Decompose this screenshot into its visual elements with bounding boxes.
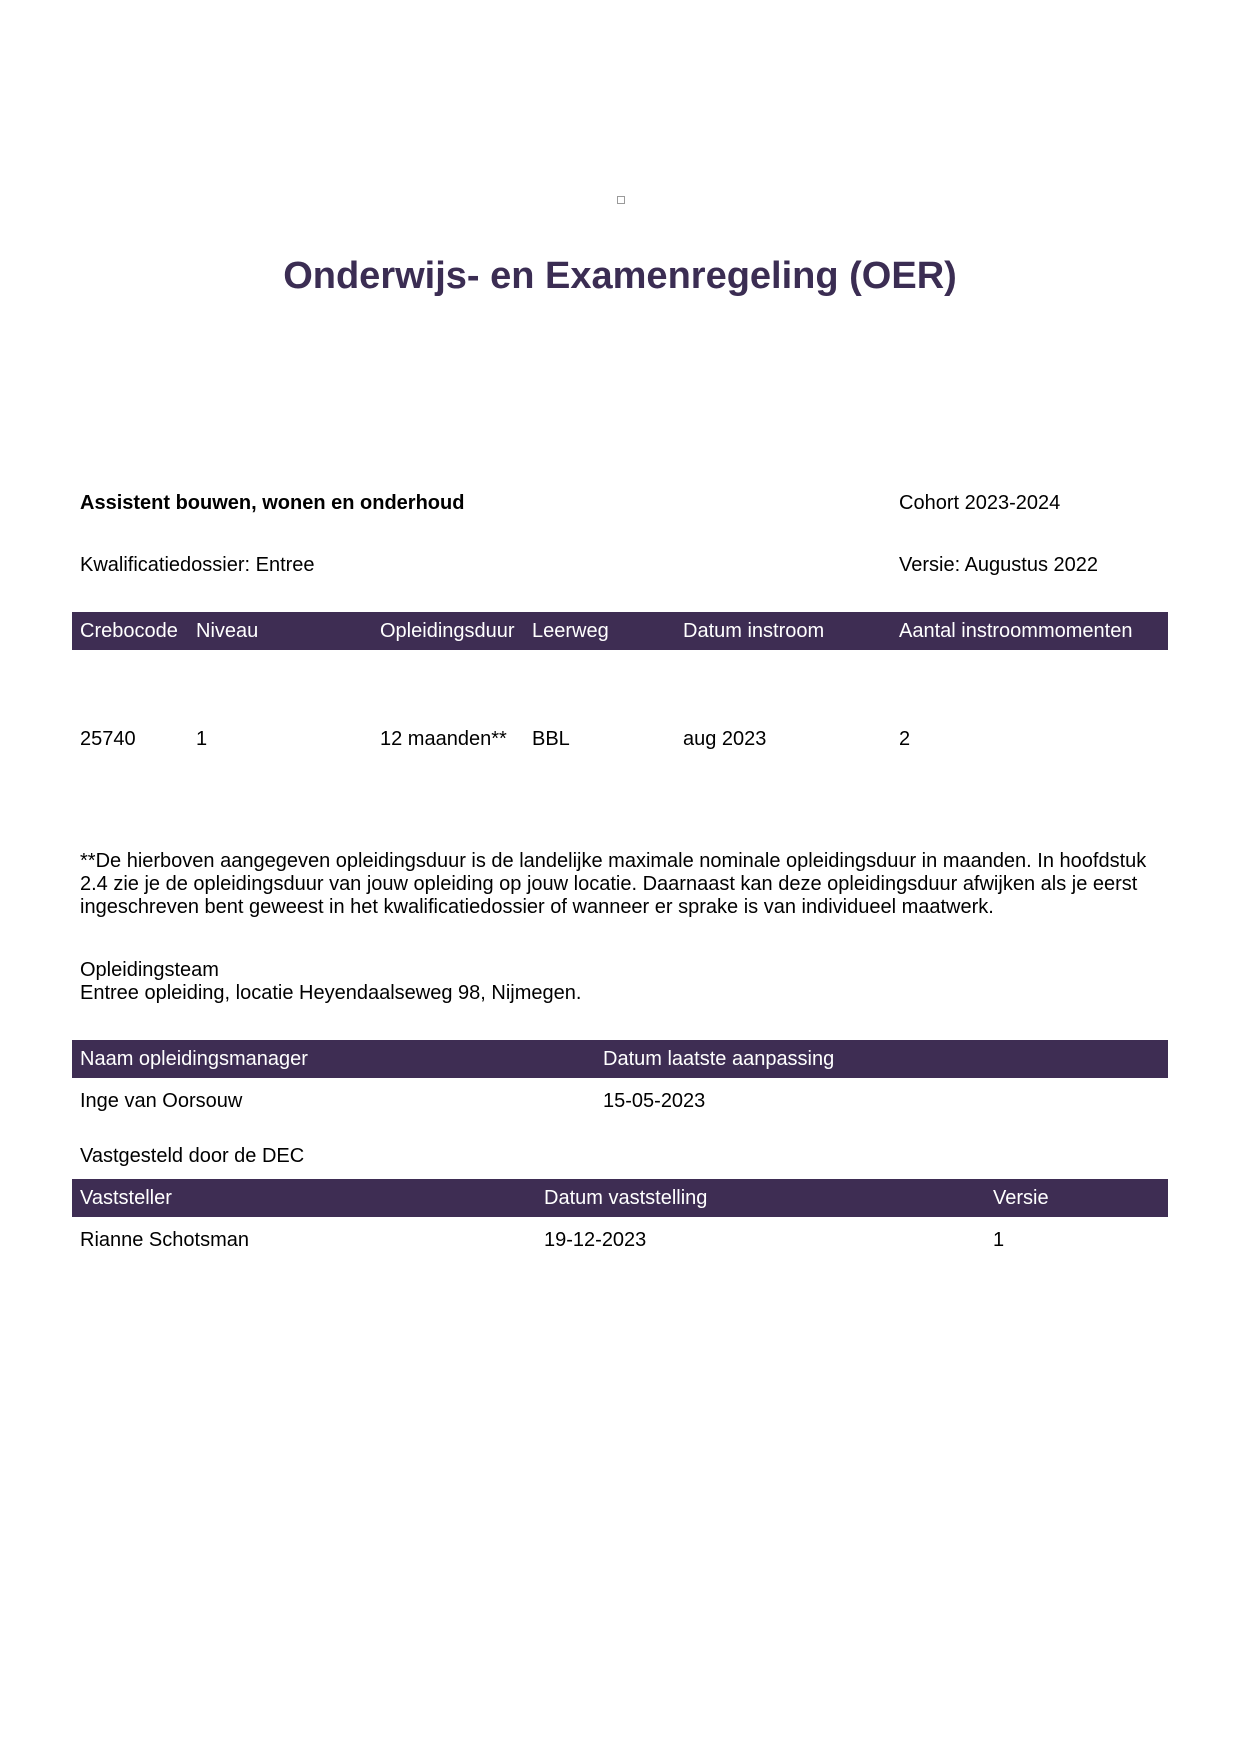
cell-datum-instroom: aug 2023 <box>683 728 767 750</box>
placeholder-marker-icon <box>617 196 625 204</box>
page-title: Onderwijs- en Examenregeling (OER) <box>283 255 957 297</box>
header-datum-laatste-aanpassing: Datum laatste aanpassing <box>603 1048 835 1070</box>
cell-crebocode: 25740 <box>80 728 136 750</box>
cell-manager-name: Inge van Oorsouw <box>80 1090 243 1112</box>
header-opleidingsduur: Opleidingsduur <box>380 620 515 642</box>
dec-table-header <box>72 1179 1168 1217</box>
header-vaststeller: Vaststeller <box>80 1187 172 1209</box>
cell-versie: 1 <box>993 1229 1005 1251</box>
main-table-row <box>72 728 1168 752</box>
cell-opleidingsduur: 12 maanden** <box>380 728 507 750</box>
header-crebocode: Crebocode <box>80 620 178 642</box>
cell-vaststeller: Rianne Schotsman <box>80 1229 249 1251</box>
dec-label: Vastgesteld door de DEC <box>80 1145 305 1167</box>
team-location: Entree opleiding, locatie Heyendaalseweg 98, Nijmegen. <box>80 982 582 1004</box>
version-label: Versie: Augustus 2022 <box>899 554 1099 576</box>
program-name: Assistent bouwen, wonen en onderhoud <box>80 492 465 514</box>
header-niveau: Niveau <box>196 620 259 642</box>
team-label: Opleidingsteam <box>80 959 219 981</box>
main-table-header <box>72 612 1168 650</box>
header-leerweg: Leerweg <box>532 620 609 642</box>
dec-table-row <box>72 1229 1168 1253</box>
cell-last-modified: 15-05-2023 <box>603 1090 706 1112</box>
header-aantal-instroommomenten: Aantal instroommomenten <box>899 620 1133 642</box>
header-datum-vaststelling: Datum vaststelling <box>544 1187 708 1209</box>
cell-aantal-instroommomenten: 2 <box>899 728 911 750</box>
cohort-label: Cohort 2023-2024 <box>899 492 1061 514</box>
header-versie: Versie <box>993 1187 1049 1209</box>
header-datum-instroom: Datum instroom <box>683 620 825 642</box>
header-naam-opleidingsmanager: Naam opleidingsmanager <box>80 1048 308 1070</box>
manager-table-row <box>72 1090 1168 1114</box>
qualification-label: Kwalificatiedossier: Entree <box>80 554 315 576</box>
cell-niveau: 1 <box>196 728 208 750</box>
cell-leerweg: BBL <box>532 728 570 750</box>
cell-datum-vaststelling: 19-12-2023 <box>544 1229 647 1251</box>
footnote: **De hierboven aangegeven opleidingsduur is de landelijke maximale nominale opleidingsduur in maanden. In hoofdstuk 2.4 zie je de opleidingsduur van jouw opleiding op jouw locatie. Daarnaast kan deze opleidingsduur afwijken als je eerst ingeschreven bent geweest in het kwalificatiedossier of wanneer er sprake is van individueel maatwerk. <box>80 850 1147 918</box>
manager-table-header <box>72 1040 1168 1078</box>
